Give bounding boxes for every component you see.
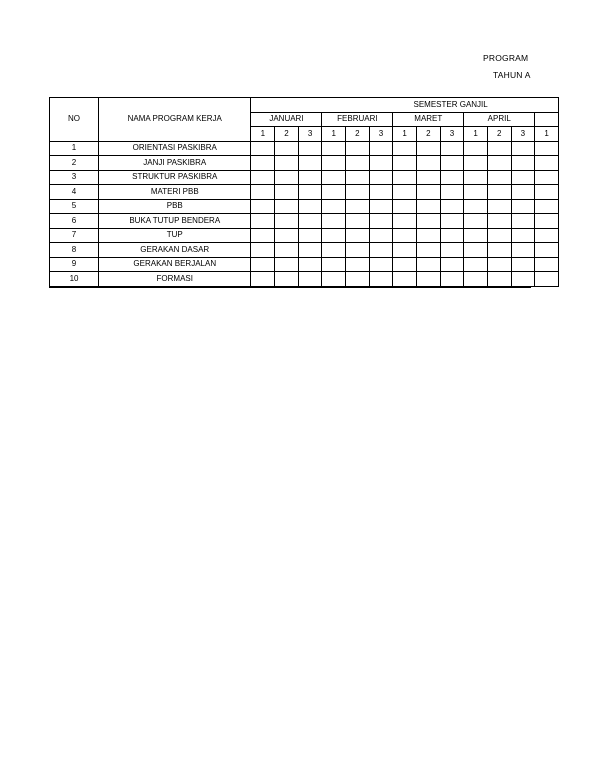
schedule-cell[interactable] <box>464 228 488 243</box>
schedule-cell[interactable] <box>251 214 275 229</box>
schedule-cell[interactable] <box>464 185 488 200</box>
schedule-cell[interactable] <box>275 141 299 156</box>
schedule-cell[interactable] <box>440 228 464 243</box>
schedule-cell[interactable] <box>511 156 535 171</box>
schedule-cell[interactable] <box>487 141 511 156</box>
program-name: JANJI PASKIBRA <box>99 156 251 171</box>
schedule-cell[interactable] <box>416 141 440 156</box>
schedule-cell[interactable] <box>416 228 440 243</box>
table-row <box>50 156 559 171</box>
schedule-cell[interactable] <box>369 156 393 171</box>
schedule-cell[interactable] <box>322 199 346 214</box>
schedule-cell[interactable] <box>440 257 464 272</box>
schedule-cell[interactable] <box>322 185 346 200</box>
schedule-cell[interactable] <box>298 228 322 243</box>
schedule-cell[interactable] <box>369 257 393 272</box>
schedule-cell[interactable] <box>511 141 535 156</box>
schedule-cell[interactable] <box>535 243 559 258</box>
schedule-cell[interactable] <box>251 257 275 272</box>
schedule-cell[interactable] <box>393 243 417 258</box>
month-header-maret: MARET <box>393 112 464 127</box>
schedule-cell[interactable] <box>511 272 535 287</box>
schedule-cell[interactable] <box>535 214 559 229</box>
schedule-cell[interactable] <box>464 272 488 287</box>
schedule-cell[interactable] <box>251 170 275 185</box>
row-number: 10 <box>50 272 99 287</box>
month-header-april: APRIL <box>464 112 535 127</box>
schedule-cell[interactable] <box>464 156 488 171</box>
schedule-cell[interactable] <box>346 257 370 272</box>
schedule-cell[interactable] <box>322 243 346 258</box>
schedule-cell[interactable] <box>393 214 417 229</box>
schedule-cell[interactable] <box>346 185 370 200</box>
schedule-cell[interactable] <box>487 170 511 185</box>
row-number: 4 <box>50 185 99 200</box>
program-name: GERAKAN DASAR <box>99 243 251 258</box>
schedule-cell[interactable] <box>535 199 559 214</box>
month-header-februari: FEBRUARI <box>322 112 393 127</box>
schedule-cell[interactable] <box>440 185 464 200</box>
table-row <box>50 257 559 272</box>
schedule-cell[interactable] <box>369 141 393 156</box>
document-subtitle: TAHUN A <box>493 70 531 80</box>
schedule-cell[interactable] <box>346 141 370 156</box>
schedule-cell[interactable] <box>393 156 417 171</box>
week-header: 1 <box>464 127 488 142</box>
week-header: 2 <box>275 127 299 142</box>
week-header: 3 <box>369 127 393 142</box>
schedule-cell[interactable] <box>487 243 511 258</box>
program-name: FORMASI <box>99 272 251 287</box>
schedule-cell[interactable] <box>416 272 440 287</box>
schedule-cell[interactable] <box>393 170 417 185</box>
schedule-cell[interactable] <box>416 257 440 272</box>
week-header: 3 <box>298 127 322 142</box>
schedule-cell[interactable] <box>251 141 275 156</box>
schedule-cell[interactable] <box>275 156 299 171</box>
schedule-cell[interactable] <box>298 170 322 185</box>
schedule-cell[interactable] <box>275 228 299 243</box>
document-title: PROGRAM <box>483 53 529 63</box>
schedule-cell[interactable] <box>464 257 488 272</box>
week-header: 1 <box>251 127 275 142</box>
schedule-cell[interactable] <box>464 170 488 185</box>
schedule-cell[interactable] <box>275 214 299 229</box>
schedule-cell[interactable] <box>511 228 535 243</box>
schedule-cell[interactable] <box>535 156 559 171</box>
schedule-cell[interactable] <box>275 170 299 185</box>
schedule-cell[interactable] <box>251 199 275 214</box>
schedule-cell[interactable] <box>440 243 464 258</box>
row-number: 2 <box>50 156 99 171</box>
schedule-cell[interactable] <box>369 170 393 185</box>
schedule-cell[interactable] <box>511 199 535 214</box>
program-name: MATERI PBB <box>99 185 251 200</box>
schedule-cell[interactable] <box>322 272 346 287</box>
schedule-cell[interactable] <box>440 170 464 185</box>
week-header: 2 <box>416 127 440 142</box>
schedule-cell[interactable] <box>346 170 370 185</box>
schedule-cell[interactable] <box>511 257 535 272</box>
program-name: PBB <box>99 199 251 214</box>
column-header-no: NO <box>50 98 99 142</box>
schedule-cell[interactable] <box>393 141 417 156</box>
schedule-cell[interactable] <box>393 185 417 200</box>
schedule-cell[interactable] <box>275 185 299 200</box>
schedule-cell[interactable] <box>346 243 370 258</box>
schedule-cell[interactable] <box>369 228 393 243</box>
table-row <box>50 243 559 258</box>
row-number: 1 <box>50 141 99 156</box>
schedule-cell[interactable] <box>322 214 346 229</box>
program-name: ORIENTASI PASKIBRA <box>99 141 251 156</box>
row-number: 5 <box>50 199 99 214</box>
schedule-cell[interactable] <box>464 141 488 156</box>
schedule-cell[interactable] <box>487 156 511 171</box>
table-row <box>50 141 559 156</box>
schedule-cell[interactable] <box>393 199 417 214</box>
schedule-cell[interactable] <box>535 257 559 272</box>
schedule-cell[interactable] <box>511 170 535 185</box>
schedule-cell[interactable] <box>416 214 440 229</box>
table-row <box>50 272 559 287</box>
schedule-cell[interactable] <box>487 257 511 272</box>
week-header: 3 <box>440 127 464 142</box>
table-row <box>50 170 559 185</box>
schedule-cell[interactable] <box>275 257 299 272</box>
week-header: 1 <box>322 127 346 142</box>
week-header: 1 <box>535 127 559 142</box>
schedule-cell[interactable] <box>369 243 393 258</box>
schedule-cell[interactable] <box>440 156 464 171</box>
schedule-cell[interactable] <box>416 243 440 258</box>
schedule-cell[interactable] <box>275 243 299 258</box>
schedule-cell[interactable] <box>251 243 275 258</box>
schedule-table-container <box>49 97 549 289</box>
schedule-cell[interactable] <box>322 170 346 185</box>
schedule-cell[interactable] <box>487 214 511 229</box>
schedule-cell[interactable] <box>535 228 559 243</box>
schedule-cell[interactable] <box>346 228 370 243</box>
schedule-cell[interactable] <box>322 156 346 171</box>
schedule-cell[interactable] <box>416 170 440 185</box>
schedule-cell[interactable] <box>487 228 511 243</box>
row-number: 6 <box>50 214 99 229</box>
schedule-cell[interactable] <box>369 214 393 229</box>
schedule-cell[interactable] <box>511 243 535 258</box>
schedule-cell[interactable] <box>535 170 559 185</box>
schedule-cell[interactable] <box>251 185 275 200</box>
schedule-table <box>49 97 559 287</box>
schedule-cell[interactable] <box>251 156 275 171</box>
schedule-cell[interactable] <box>275 199 299 214</box>
schedule-cell[interactable] <box>322 257 346 272</box>
schedule-cell[interactable] <box>487 199 511 214</box>
schedule-cell[interactable] <box>298 243 322 258</box>
column-header-program-name: NAMA PROGRAM KERJA <box>99 98 251 142</box>
schedule-cell[interactable] <box>322 141 346 156</box>
schedule-cell[interactable] <box>298 257 322 272</box>
schedule-cell[interactable] <box>298 141 322 156</box>
month-header-januari: JANUARI <box>251 112 322 127</box>
row-number: 7 <box>50 228 99 243</box>
schedule-cell[interactable] <box>346 272 370 287</box>
schedule-cell[interactable] <box>440 141 464 156</box>
schedule-cell[interactable] <box>535 141 559 156</box>
row-number: 8 <box>50 243 99 258</box>
schedule-cell[interactable] <box>511 214 535 229</box>
schedule-cell[interactable] <box>393 257 417 272</box>
program-name: GERAKAN BERJALAN <box>99 257 251 272</box>
schedule-cell[interactable] <box>487 185 511 200</box>
schedule-cell[interactable] <box>298 156 322 171</box>
table-row <box>50 185 559 200</box>
table-row <box>50 199 559 214</box>
week-header: 2 <box>487 127 511 142</box>
schedule-cell[interactable] <box>440 214 464 229</box>
schedule-cell[interactable] <box>535 272 559 287</box>
schedule-cell[interactable] <box>251 228 275 243</box>
schedule-cell[interactable] <box>511 185 535 200</box>
schedule-cell[interactable] <box>298 185 322 200</box>
schedule-cell[interactable] <box>275 272 299 287</box>
table-row <box>50 214 559 229</box>
schedule-cell[interactable] <box>369 199 393 214</box>
week-header: 2 <box>346 127 370 142</box>
schedule-cell[interactable] <box>487 272 511 287</box>
week-header: 1 <box>393 127 417 142</box>
schedule-cell[interactable] <box>416 156 440 171</box>
schedule-cell[interactable] <box>464 243 488 258</box>
schedule-cell[interactable] <box>393 228 417 243</box>
schedule-cell[interactable] <box>346 199 370 214</box>
schedule-cell[interactable] <box>346 214 370 229</box>
schedule-cell[interactable] <box>322 228 346 243</box>
week-header: 3 <box>511 127 535 142</box>
month-header-next <box>535 112 559 127</box>
row-number: 3 <box>50 170 99 185</box>
schedule-cell[interactable] <box>464 199 488 214</box>
program-name: TUP <box>99 228 251 243</box>
semester-header: SEMESTER GANJIL <box>251 98 559 113</box>
program-name: BUKA TUTUP BENDERA <box>99 214 251 229</box>
schedule-cell[interactable] <box>298 272 322 287</box>
schedule-cell[interactable] <box>416 199 440 214</box>
program-name: STRUKTUR PASKIBRA <box>99 170 251 185</box>
table-row <box>50 228 559 243</box>
schedule-cell[interactable] <box>416 185 440 200</box>
schedule-cell[interactable] <box>298 199 322 214</box>
schedule-cell[interactable] <box>464 214 488 229</box>
header-row-semester <box>50 98 559 113</box>
row-number: 9 <box>50 257 99 272</box>
schedule-cell[interactable] <box>346 156 370 171</box>
schedule-cell[interactable] <box>393 272 417 287</box>
schedule-cell[interactable] <box>440 199 464 214</box>
schedule-cell[interactable] <box>298 214 322 229</box>
schedule-cell[interactable] <box>535 185 559 200</box>
schedule-cell[interactable] <box>369 272 393 287</box>
schedule-cell[interactable] <box>440 272 464 287</box>
schedule-cell[interactable] <box>369 185 393 200</box>
schedule-cell[interactable] <box>251 272 275 287</box>
